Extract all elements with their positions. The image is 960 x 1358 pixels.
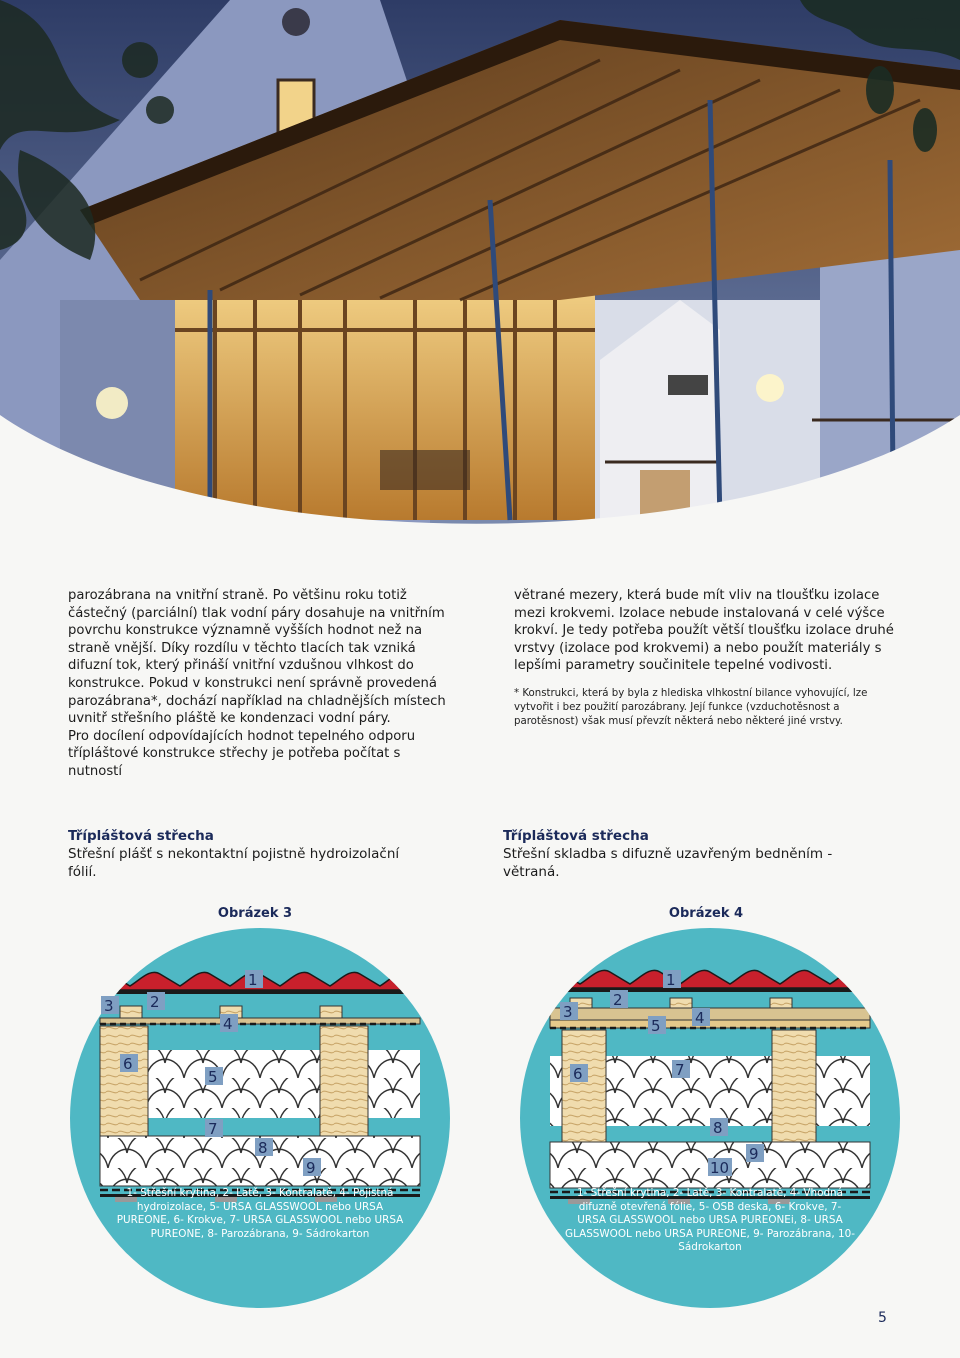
number-label: 5 [651, 1017, 661, 1035]
number-label: 1 [666, 971, 676, 989]
number-label: 5 [208, 1068, 218, 1086]
number-label: 2 [613, 991, 623, 1009]
paragraph: větrané mezery, která bude mít vliv na tloušťku izolace mezi krokvemi. Izolace nebude instalovaná v celé výšce krokví. Je tedy potřeba použít větší tloušťku izolace druhé vrstvy (izolace pod krokvemi) a nebo použít materiály s lepšími parametry součinitele tepelné vodivosti. [514, 588, 894, 674]
roof-section-diagram-3 [70, 928, 450, 1308]
number-label: 1 [248, 971, 258, 989]
figure-3-title: Třípláštová střecha [68, 828, 214, 844]
figure-4-heading [503, 827, 863, 881]
paragraph: Pro docílení odpovídajících hodnot tepelného odporu třípláštové konstrukce střechy je potřeba počítat s nutností [68, 728, 416, 779]
number-label: 9 [749, 1145, 759, 1163]
number-label: 8 [258, 1139, 268, 1157]
text-column-left [68, 587, 458, 781]
figure-4-label: Obrázek 4 [668, 906, 744, 921]
figure-4-title: Třípláštová střecha [503, 828, 649, 844]
number-label: 9 [306, 1159, 316, 1177]
figure-3-heading [68, 827, 428, 881]
number-label: 3 [104, 997, 114, 1015]
figure-3-legend: 1- Střešní krytina, 2- Latě, 3- Kontralatě, 4- Pojistná hydroizolace, 5- URSA GLASSWOOL nebo URSA PUREONE, 6- Krokve, 7- URSA GLASSWOOL nebo URSA PUREONE, 8- Parozábrana, 9- Sádrokarton [116, 1187, 404, 1240]
number-label: 2 [150, 993, 160, 1011]
number-label: 7 [208, 1120, 218, 1138]
number-label: 3 [563, 1003, 573, 1021]
figure-3-label: Obrázek 3 [217, 906, 293, 921]
figure-3-subtitle: Střešní plášť s nekontaktní pojistně hydroizolační fólií. [68, 846, 400, 880]
number-label: 10 [710, 1159, 730, 1177]
number-label: 7 [675, 1061, 685, 1079]
number-label: 4 [223, 1015, 233, 1033]
number-label: 8 [713, 1119, 723, 1137]
number-label: 6 [123, 1055, 133, 1073]
text-column-right [514, 587, 899, 729]
paragraph: parozábrana na vnitřní straně. Po většinu roku totiž částečný (parciální) tlak vodní páry dosahuje na vnitřním povrchu konstrukce významně vyšších hodnot než na straně vnější. Díky rozdílu v těchto tlacích tak vzniká difuzní tok, který přináší vnitřní vzdušnou vlhkost do konstrukce. Pokud v konstrukci není správně provedená parozábrana*, dochází například na chladnějších místech uvnitř střešního pláště ke kondenzaci vodní páry. [68, 588, 446, 727]
footnote: * Konstrukci, která by byla z hlediska vlhkostní bilance vyhovující, lze vytvořit i bez použití parozábrany. Její funkce (vzduchotěsnost a parotěsnost) však musí převzít některá nebo některé jiné vrstvy. [514, 687, 868, 727]
hero-photo-house-pergola [0, 0, 960, 540]
figure-4-subtitle: Střešní skladba s difuzně uzavřeným bedněním - větraná. [503, 846, 833, 880]
figure-4-legend: 1- Střešní krytina, 2- Latě, 3- Kontralatě, 4- Vhodná difuzně otevřená fólie, 5- OSB deska, 6- Krokve, 7- URSA GLASSWOOL nebo URSA PUREONEi, 8- URSA GLASSWOOL nebo URSA PUREONE, 9- Parozábrana, 10- Sádrokarton [565, 1187, 855, 1254]
number-label: 4 [695, 1009, 705, 1027]
page-number: 5 [878, 1310, 887, 1326]
number-label: 6 [573, 1065, 583, 1083]
